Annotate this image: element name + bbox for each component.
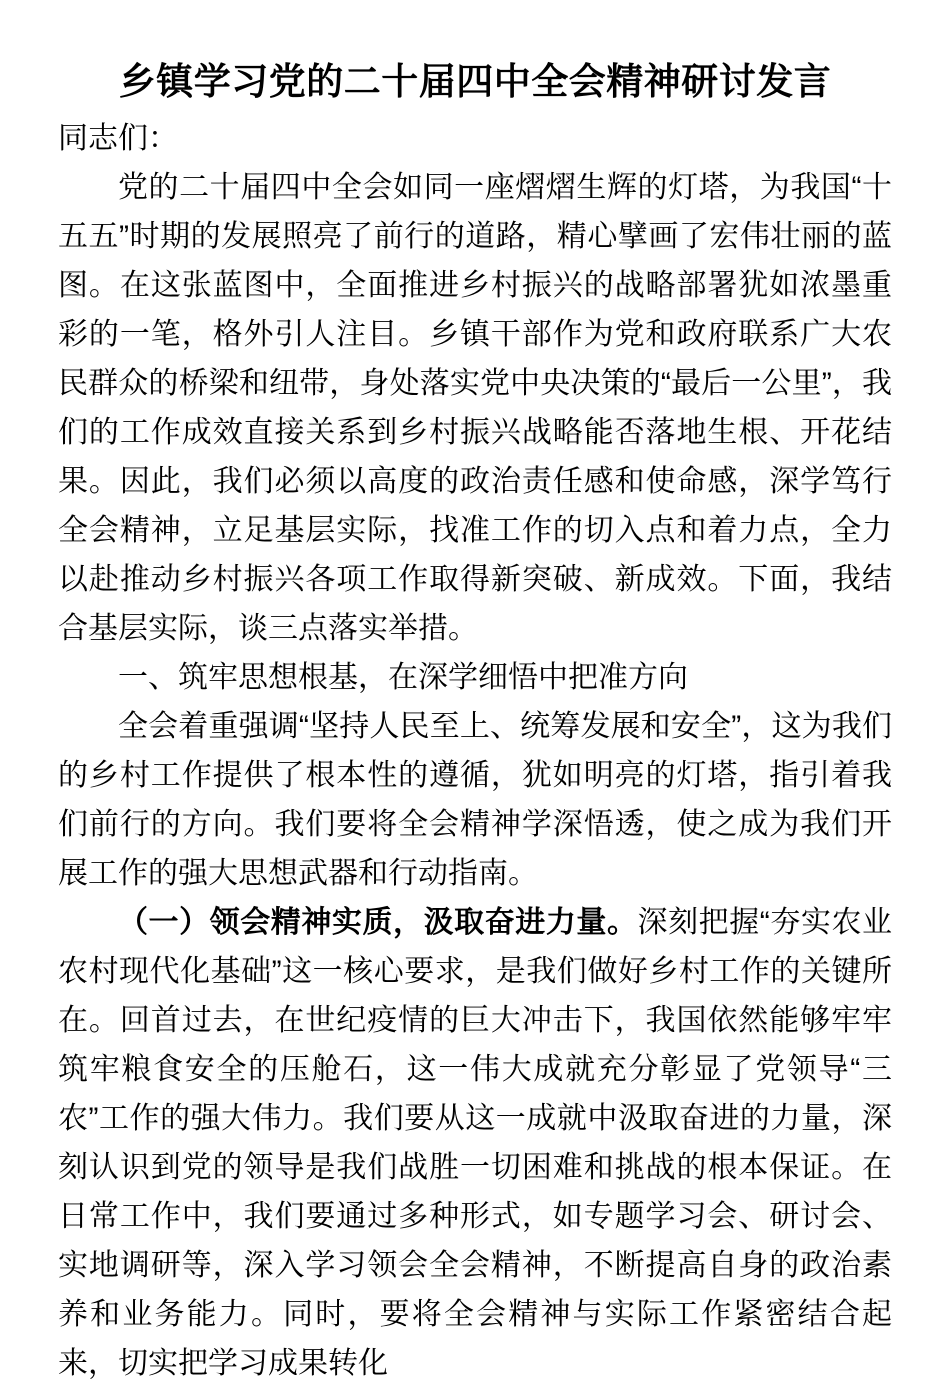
subsection-body-text: 深刻把握“夯实农业农村现代化基础”这一核心要求，是我们做好乡村工作的关键所在。回首过去，在世纪疫情的巨大冲击下，我国依然能够牢牢筑牢粮食安全的压舱石，这一伟大成就充分彰显了党领导“三农”工作的强大伟力。我们要从这一成就中汲取奋进的力量，深刻认识到党的领导是我们战胜一切困难和挑战的根本保证。在日常工作中，我们要通过多种形式，如专题学习会、研讨会、实地调研等，深入学习领会全会精神，不断提高自身的政治素养和业务能力。同时，要将全会精神与实际工作紧密结合起来，切实把学习成果转化 (58, 906, 893, 1380)
page-title: 乡镇学习党的二十届四中全会精神研讨发言 (118, 61, 832, 102)
section-heading-one: 一、筑牢思想根基，在深学细悟中把准方向 (118, 661, 688, 694)
paragraph-subsection-one-one (58, 898, 892, 1388)
paragraph-section-one-intro: 全会着重强调“坚持人民至上、统筹发展和安全”，这为我们的乡村工作提供了根本性的遵循，犹如明亮的灯塔，指引着我们前行的方向。我们要将全会精神学深悟透，使之成为我们开展工作的强大思想武器和行动指南。 (58, 710, 892, 890)
subsection-lead-label: （一）领会精神实质，汲取奋进力量。 (118, 906, 638, 939)
paragraph-opening: 党的二十届四中全会如同一座熠熠生辉的灯塔，为我国“十五五”时期的发展照亮了前行的道路，精心擘画了宏伟壮丽的蓝图。在这张蓝图中，全面推进乡村振兴的战略部署犹如浓墨重彩的一笔，格外引人注目。乡镇干部作为党和政府联系广大农民群众的桥梁和纽带，身处落实党中央决策的“最后一公里”，我们的工作成效直接关系到乡村振兴战略能否落地生根、开花结果。因此，我们必须以高度的政治责任感和使命感，深学笃行全会精神，立足基层实际，找准工作的切入点和着力点，全力以赴推动乡村振兴各项工作取得新突破、新成效。下面，我结合基层实际，谈三点落实举措。 (58, 171, 892, 645)
salutation-line: 同志们： (58, 122, 178, 155)
